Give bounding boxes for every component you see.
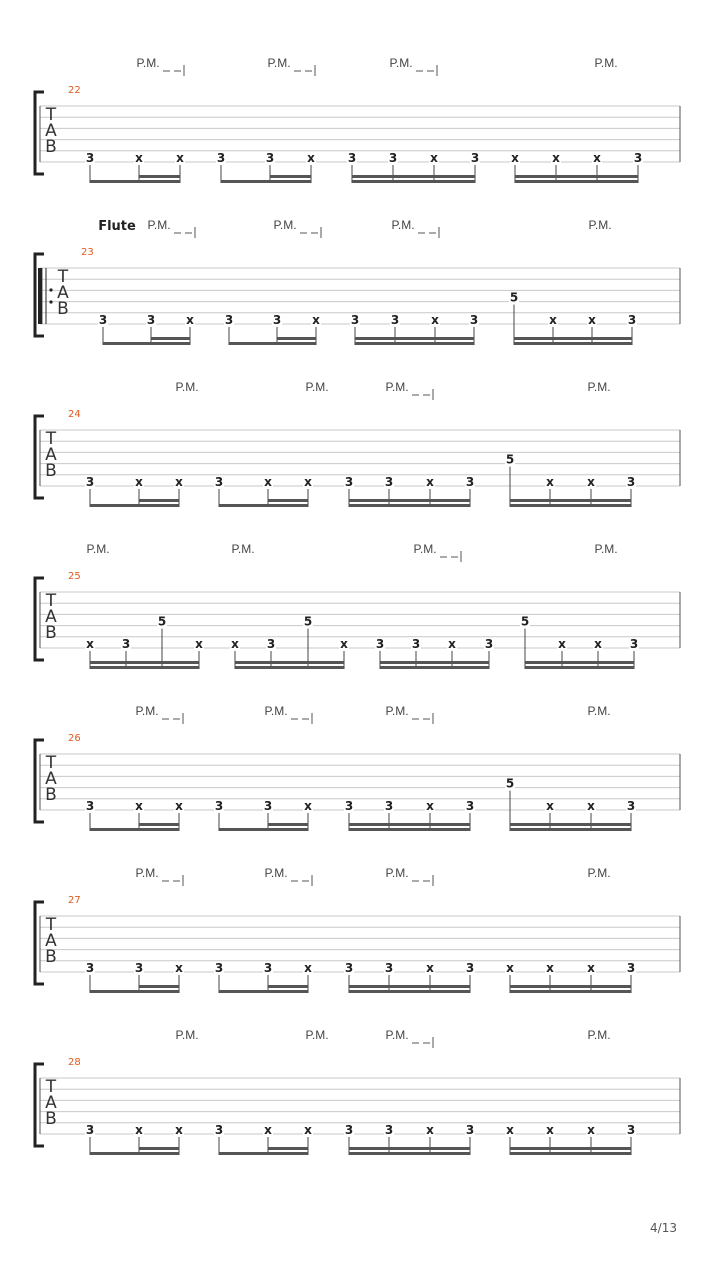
- beam-primary: [90, 828, 179, 831]
- beam-secondary: [139, 1147, 179, 1150]
- fret-number: 3: [388, 151, 398, 165]
- dead-note: x: [135, 475, 143, 489]
- palm-mute-label: P.M.: [385, 1028, 409, 1042]
- palm-mute-label: P.M.: [413, 542, 437, 556]
- dead-note: x: [231, 637, 239, 651]
- beam-primary: [510, 504, 631, 507]
- palm-mute-label: P.M.: [305, 1028, 329, 1042]
- beam-secondary: [268, 823, 308, 826]
- palm-mute-label: P.M.: [175, 380, 199, 394]
- palm-mute-label: P.M.: [305, 380, 329, 394]
- dead-note: x: [264, 475, 272, 489]
- tab-system-24: [35, 380, 680, 507]
- tab-clef-letter: A: [45, 121, 57, 141]
- dead-note: x: [304, 961, 312, 975]
- beam-primary: [355, 342, 474, 345]
- dead-note: x: [175, 1123, 183, 1137]
- dead-note: x: [587, 475, 595, 489]
- fret-number: 3: [263, 961, 273, 975]
- measure-number: 22: [68, 85, 81, 96]
- fret-number: 3: [85, 961, 95, 975]
- beam-primary: [510, 1152, 631, 1155]
- palm-mute-label: P.M.: [588, 218, 612, 232]
- dead-note: x: [558, 637, 566, 651]
- palm-mute-label: P.M.: [135, 704, 159, 718]
- beam-primary: [525, 666, 634, 669]
- beam-secondary: [510, 823, 631, 826]
- tab-clef-letter: A: [45, 931, 57, 951]
- dead-note: x: [426, 799, 434, 813]
- palm-mute-label: P.M.: [587, 704, 611, 718]
- dead-note: x: [340, 637, 348, 651]
- beam-primary: [349, 828, 470, 831]
- fret-number: 3: [344, 799, 354, 813]
- beam-primary: [103, 342, 190, 345]
- beam-primary: [380, 666, 489, 669]
- fret-number: 3: [85, 799, 95, 813]
- dead-note: x: [86, 637, 94, 651]
- fret-number: 3: [629, 637, 639, 651]
- fret-number: 3: [85, 475, 95, 489]
- repeat-dot: [49, 300, 52, 303]
- beam-primary: [90, 990, 179, 993]
- tab-clef-letter: T: [45, 105, 57, 125]
- beam-secondary: [139, 985, 179, 988]
- fret-number: 3: [484, 637, 494, 651]
- beam-secondary: [235, 661, 344, 664]
- dead-note: x: [312, 313, 320, 327]
- beam-secondary: [510, 1147, 631, 1150]
- beam-primary: [510, 828, 631, 831]
- dead-note: x: [175, 961, 183, 975]
- dead-note: x: [546, 961, 554, 975]
- fret-number: 3: [266, 637, 276, 651]
- beam-primary: [90, 1152, 179, 1155]
- beam-primary: [229, 342, 316, 345]
- fret-number: 3: [465, 799, 475, 813]
- dead-note: x: [304, 475, 312, 489]
- fret-number: 3: [633, 151, 643, 165]
- dead-note: x: [546, 799, 554, 813]
- palm-mute-label: P.M.: [385, 380, 409, 394]
- beam-secondary: [268, 499, 308, 502]
- fret-number: 3: [214, 475, 224, 489]
- beam-secondary: [349, 823, 470, 826]
- palm-mute-label: P.M.: [86, 542, 110, 556]
- fret-number: 3: [214, 961, 224, 975]
- beam-secondary: [510, 499, 631, 502]
- beam-primary: [349, 504, 470, 507]
- dead-note: x: [448, 637, 456, 651]
- fret-number: 3: [384, 475, 394, 489]
- fret-number: 3: [375, 637, 385, 651]
- dead-note: x: [594, 637, 602, 651]
- tab-clef-letter: B: [45, 785, 57, 805]
- dead-note: x: [304, 799, 312, 813]
- beam-secondary: [139, 499, 179, 502]
- palm-mute-label: P.M.: [264, 866, 288, 880]
- fret-number: 3: [214, 1123, 224, 1137]
- tab-system-26: [35, 704, 680, 831]
- dead-note: x: [195, 637, 203, 651]
- tab-clef-letter: A: [57, 283, 69, 303]
- fret-number: 5: [303, 614, 313, 629]
- fret-number: 3: [272, 313, 282, 327]
- dead-note: x: [186, 313, 194, 327]
- fret-number: 3: [465, 961, 475, 975]
- dead-note: x: [307, 151, 315, 165]
- beam-primary: [349, 1152, 470, 1155]
- tab-system-28: [35, 1028, 680, 1155]
- fret-number: 3: [214, 799, 224, 813]
- dead-note: x: [426, 1123, 434, 1137]
- tab-clef-letter: B: [45, 461, 57, 481]
- fret-number: 3: [224, 313, 234, 327]
- dead-note: x: [135, 799, 143, 813]
- palm-mute-label: P.M.: [594, 542, 618, 556]
- fret-number: 3: [411, 637, 421, 651]
- fret-number: 3: [350, 313, 360, 327]
- tab-clef-letter: T: [45, 591, 57, 611]
- palm-mute-label: P.M.: [231, 542, 255, 556]
- palm-mute-label: P.M.: [147, 218, 171, 232]
- fret-number: 3: [627, 313, 637, 327]
- dead-note: x: [587, 1123, 595, 1137]
- dead-note: x: [511, 151, 519, 165]
- tab-clef-letter: A: [45, 607, 57, 627]
- fret-number: 3: [146, 313, 156, 327]
- beam-secondary: [380, 661, 489, 664]
- fret-number: 5: [505, 452, 515, 467]
- measure-number: 28: [68, 1057, 81, 1068]
- repeat-thick-bar: [38, 268, 42, 324]
- beam-secondary: [525, 661, 634, 664]
- dead-note: x: [552, 151, 560, 165]
- fret-number: 3: [216, 151, 226, 165]
- beam-primary: [352, 180, 475, 183]
- dead-note: x: [176, 151, 184, 165]
- tab-clef-letter: T: [57, 267, 69, 287]
- dead-note: x: [175, 475, 183, 489]
- palm-mute-label: P.M.: [385, 866, 409, 880]
- fret-number: 3: [85, 1123, 95, 1137]
- beam-secondary: [270, 175, 311, 178]
- beam-secondary: [268, 1147, 308, 1150]
- tab-clef-letter: T: [45, 753, 57, 773]
- dead-note: x: [588, 313, 596, 327]
- dead-note: x: [549, 313, 557, 327]
- beam-secondary: [277, 337, 316, 340]
- tab-clef-letter: T: [45, 915, 57, 935]
- beam-primary: [219, 990, 308, 993]
- beam-secondary: [349, 499, 470, 502]
- repeat-dot: [49, 288, 52, 291]
- palm-mute-label: P.M.: [264, 704, 288, 718]
- dead-note: x: [264, 1123, 272, 1137]
- tab-system-25: [35, 542, 680, 669]
- beam-primary: [349, 990, 470, 993]
- dead-note: x: [546, 1123, 554, 1137]
- fret-number: 3: [347, 151, 357, 165]
- fret-number: 3: [469, 313, 479, 327]
- fret-number: 3: [344, 475, 354, 489]
- fret-number: 3: [384, 961, 394, 975]
- beam-secondary: [139, 823, 179, 826]
- beam-secondary: [355, 337, 474, 340]
- beam-primary: [219, 504, 308, 507]
- beam-secondary: [510, 985, 631, 988]
- fret-number: 3: [626, 475, 636, 489]
- tab-clef-letter: B: [45, 623, 57, 643]
- fret-number: 5: [157, 614, 167, 629]
- palm-mute-label: P.M.: [587, 866, 611, 880]
- beam-primary: [90, 180, 180, 183]
- tab-clef-letter: B: [45, 137, 57, 157]
- palm-mute-label: P.M.: [273, 218, 297, 232]
- tab-system-22: [35, 56, 680, 183]
- fret-number: 3: [98, 313, 108, 327]
- dead-note: x: [426, 961, 434, 975]
- instrument-name: Flute: [98, 219, 136, 234]
- beam-secondary: [349, 985, 470, 988]
- dead-note: x: [546, 475, 554, 489]
- beam-primary: [221, 180, 311, 183]
- measure-number: 25: [68, 571, 81, 582]
- tab-clef-letter: T: [45, 429, 57, 449]
- dead-note: x: [175, 799, 183, 813]
- beam-secondary: [90, 661, 199, 664]
- beam-secondary: [268, 985, 308, 988]
- beam-primary: [90, 504, 179, 507]
- dead-note: x: [431, 313, 439, 327]
- beam-secondary: [515, 175, 638, 178]
- dead-note: x: [135, 1123, 143, 1137]
- dead-note: x: [587, 961, 595, 975]
- fret-number: 3: [384, 1123, 394, 1137]
- measure-number: 26: [68, 733, 81, 744]
- dead-note: x: [426, 475, 434, 489]
- beam-primary: [219, 1152, 308, 1155]
- fret-number: 3: [470, 151, 480, 165]
- fret-number: 3: [265, 151, 275, 165]
- measure-number: 27: [68, 895, 81, 906]
- measure-number: 23: [81, 247, 94, 258]
- beam-primary: [514, 342, 632, 345]
- tab-system-27: [35, 866, 680, 993]
- fret-number: 3: [626, 1123, 636, 1137]
- dead-note: x: [506, 961, 514, 975]
- beam-secondary: [139, 175, 180, 178]
- dead-note: x: [304, 1123, 312, 1137]
- fret-number: 3: [263, 799, 273, 813]
- beam-secondary: [514, 337, 632, 340]
- fret-number: 3: [626, 961, 636, 975]
- tab-clef-letter: A: [45, 1093, 57, 1113]
- dead-note: x: [135, 151, 143, 165]
- palm-mute-label: P.M.: [175, 1028, 199, 1042]
- beam-secondary: [352, 175, 475, 178]
- palm-mute-label: P.M.: [391, 218, 415, 232]
- beam-secondary: [349, 1147, 470, 1150]
- fret-number: 3: [465, 475, 475, 489]
- tab-clef-letter: B: [45, 1109, 57, 1129]
- dead-note: x: [506, 1123, 514, 1137]
- fret-number: 5: [520, 614, 530, 629]
- fret-number: 3: [85, 151, 95, 165]
- dead-note: x: [430, 151, 438, 165]
- measure-number: 24: [68, 409, 81, 420]
- page-number: 4/13: [650, 1221, 677, 1235]
- fret-number: 3: [626, 799, 636, 813]
- tab-clef-letter: A: [45, 445, 57, 465]
- tab-clef-letter: A: [45, 769, 57, 789]
- fret-number: 5: [505, 776, 515, 791]
- tab-clef-letter: B: [57, 299, 69, 319]
- palm-mute-label: P.M.: [267, 56, 291, 70]
- palm-mute-label: P.M.: [594, 56, 618, 70]
- fret-number: 3: [121, 637, 131, 651]
- dead-note: x: [587, 799, 595, 813]
- fret-number: 3: [384, 799, 394, 813]
- palm-mute-label: P.M.: [587, 1028, 611, 1042]
- palm-mute-label: P.M.: [136, 56, 160, 70]
- palm-mute-label: P.M.: [389, 56, 413, 70]
- beam-primary: [515, 180, 638, 183]
- beam-primary: [510, 990, 631, 993]
- palm-mute-label: P.M.: [385, 704, 409, 718]
- tab-clef-letter: T: [45, 1077, 57, 1097]
- fret-number: 5: [509, 290, 519, 305]
- beam-primary: [235, 666, 344, 669]
- palm-mute-label: P.M.: [587, 380, 611, 394]
- fret-number: 3: [465, 1123, 475, 1137]
- fret-number: 3: [344, 1123, 354, 1137]
- fret-number: 3: [134, 961, 144, 975]
- fret-number: 3: [344, 961, 354, 975]
- beam-secondary: [151, 337, 190, 340]
- beam-primary: [219, 828, 308, 831]
- beam-primary: [90, 666, 199, 669]
- tab-system-23: [35, 218, 680, 345]
- dead-note: x: [593, 151, 601, 165]
- fret-number: 3: [390, 313, 400, 327]
- tab-clef-letter: B: [45, 947, 57, 967]
- palm-mute-label: P.M.: [135, 866, 159, 880]
